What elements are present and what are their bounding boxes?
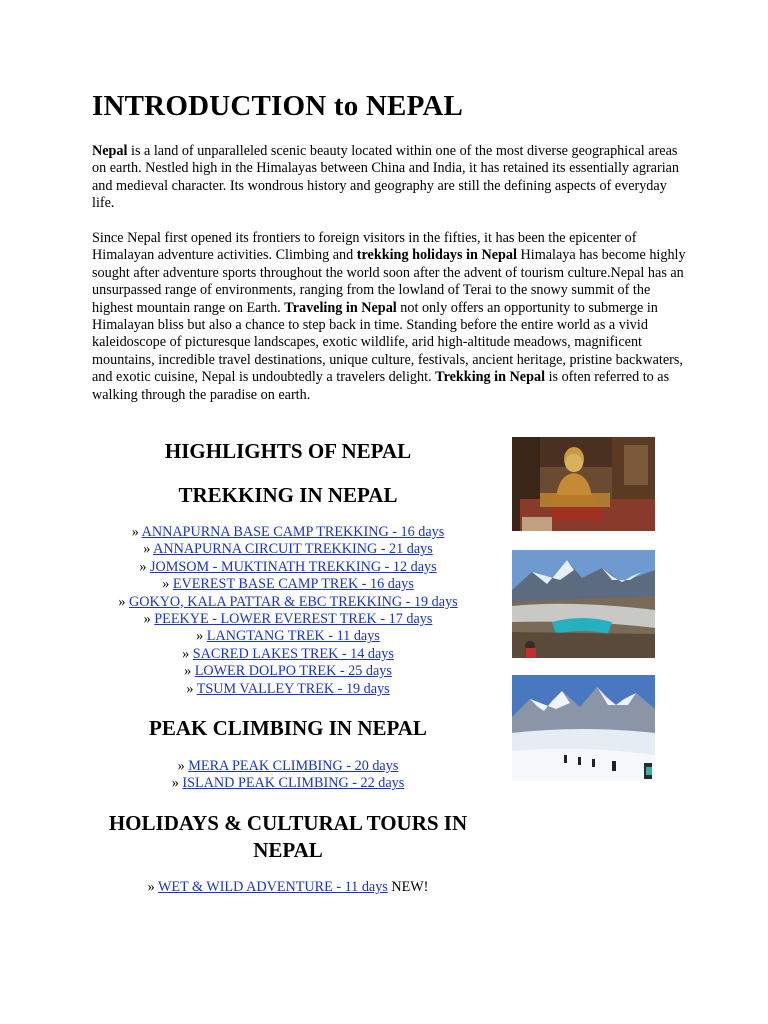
bullet-icon: » (139, 558, 150, 575)
buddha-statue-photo (512, 437, 655, 531)
section-heading-peak-climbing: PEAK CLIMBING IN NEPAL (149, 716, 427, 740)
heading-line: HOLIDAYS & CULTURAL TOURS IN (108, 811, 468, 835)
bullet-icon: » (184, 663, 195, 680)
bullet-icon: » (147, 879, 158, 895)
new-badge: NEW! (387, 879, 429, 895)
intro-bold-phrase: Traveling in Nepal (284, 299, 397, 316)
link-row (88, 611, 488, 628)
trip-link[interactable]: JOMSOM - MUKTINATH TREKKING - 12 days (150, 558, 437, 575)
link-row (88, 646, 488, 663)
link-row (88, 775, 488, 792)
bullet-icon: » (143, 611, 155, 628)
trip-link[interactable]: ANNAPURNA BASE CAMP TREKKING - 16 days (141, 524, 445, 540)
bullet-icon: » (196, 628, 207, 645)
intro-text: is a land of unparalleled scenic beauty located within one of the most diverse geographical areas on earth. Nestled high in the Himalayas between China and India, it has retained its essentially agrarian and medieval character. Its wondrous history and geography are still the defining aspects of everyday life. (92, 143, 680, 212)
holiday-link-list (88, 879, 488, 896)
trip-link[interactable]: TSUM VALLEY TREK - 19 days (196, 680, 390, 697)
bullet-icon: » (143, 541, 154, 558)
trip-link[interactable]: SACRED LAKES TREK - 14 days (192, 645, 394, 662)
intro-text: Since Nepal first opened its frontiers to foreign visitors in the fifties, it has been the epicenter of Himalayan adventure activities. Climbing and (92, 230, 637, 264)
intro-text: not only offers an opportunity to submerge in Himalayan bliss but also a chance to step back in time. Standing before the entire world as a vivid kaleidoscope of picturesque landscapes, exotic wildlife, arid high-altitude meadows, magnificent mountains, incredible travel destinations, unique culture, festivals, ancient heritage, pristine backwaters, and exotic cuisine, Nepal is undoubtedly a travelers delight. (92, 299, 683, 386)
heading-line: NEPAL (253, 838, 323, 862)
trip-link[interactable]: ANNAPURNA CIRCUIT TREKKING - 21 days (153, 541, 433, 558)
bullet-icon: » (131, 524, 142, 540)
link-row (88, 559, 488, 576)
bullet-icon: » (182, 645, 193, 662)
intro-paragraph-2 (92, 230, 692, 404)
link-row (88, 628, 488, 645)
glacier-valley-photo (512, 550, 655, 658)
trip-link[interactable]: WET & WILD ADVENTURE - 11 days (157, 879, 388, 895)
trip-link[interactable]: GOKYO, KALA PATTAR & EBC TREKKING - 19 days (128, 593, 458, 610)
trip-link[interactable]: ISLAND PEAK CLIMBING - 22 days (182, 775, 405, 792)
link-row (88, 541, 488, 558)
link-row (88, 879, 488, 896)
bullet-icon: » (162, 576, 173, 593)
peak-climbing-link-list (88, 758, 488, 793)
link-row (88, 576, 488, 593)
bullet-icon: » (118, 593, 129, 610)
trip-link[interactable]: MERA PEAK CLIMBING - 20 days (188, 758, 399, 774)
page-title: INTRODUCTION to NEPAL (92, 90, 464, 122)
bullet-icon: » (171, 775, 183, 792)
bullet-icon: » (177, 758, 189, 774)
intro-bold-phrase: trekking holidays in Nepal (356, 247, 517, 264)
section-heading-highlights: HIGHLIGHTS OF NEPAL (164, 439, 412, 463)
trip-link[interactable]: PEEKYE - LOWER EVEREST TREK - 17 days (154, 611, 433, 628)
trip-link[interactable]: LOWER DOLPO TREK - 25 days (194, 663, 392, 680)
bullet-icon: » (186, 680, 197, 697)
section-heading-holidays (88, 810, 488, 864)
link-row (88, 594, 488, 611)
intro-paragraph-1 (92, 143, 692, 213)
intro-text: is often referred to as walking through the paradise on earth. (92, 369, 670, 403)
trip-link[interactable]: LANGTANG TREK - 11 days (206, 628, 380, 645)
intro-bold-nepal: Nepal (92, 143, 128, 159)
intro-bold-phrase: Trekking in Nepal (435, 369, 546, 386)
climbers-snow-photo (512, 675, 655, 781)
trip-link[interactable]: EVEREST BASE CAMP TREK - 16 days (172, 576, 414, 593)
link-row (88, 758, 488, 775)
link-row (88, 681, 488, 698)
trekking-link-list (88, 524, 488, 698)
link-row (88, 524, 488, 541)
section-heading-trekking: TREKKING IN NEPAL (178, 483, 398, 507)
link-row (88, 663, 488, 680)
intro-text: Himalaya has become highly sought after adventure sports throughout the world soon after the advent of tourism culture.Nepal has an unsurpassed range of environments, ranging from the lowland of Terai to the snowy summit of the highest mountain range on Earth. (92, 247, 686, 316)
